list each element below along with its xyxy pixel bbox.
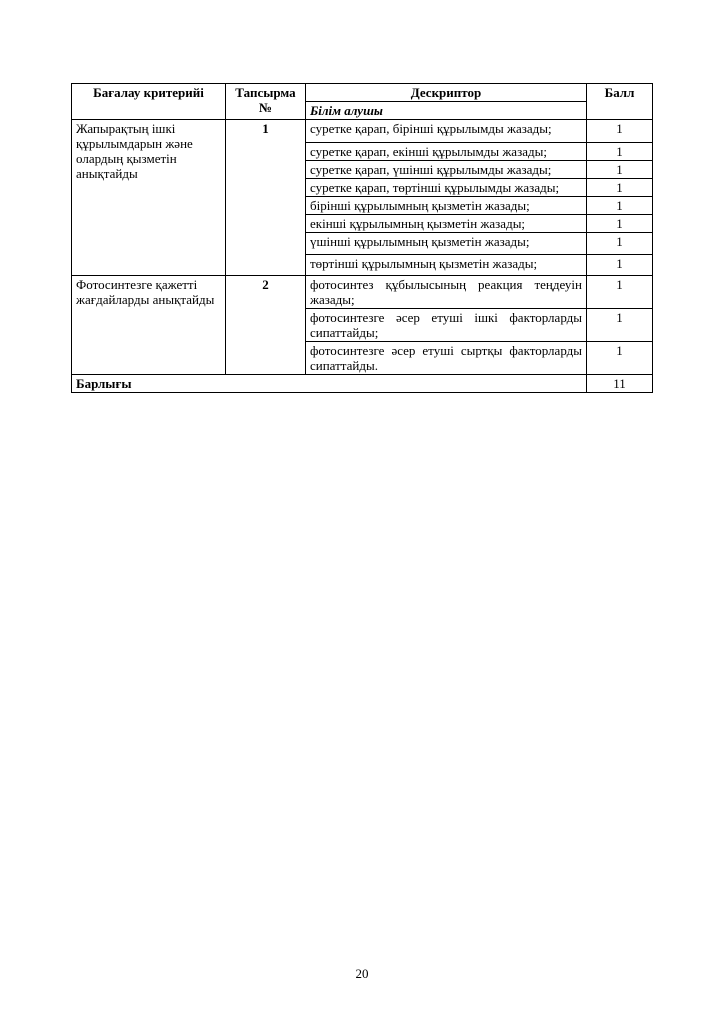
header-score: Балл	[587, 84, 653, 120]
criterion-cell: Жапырақтың ішкі құрылымдарын және олардың қызметін анықтайды	[72, 120, 226, 276]
descriptor-cell: фотосинтезге әсер етуші ішкі факторларды сипаттайды;	[306, 309, 587, 342]
score-cell: 1	[587, 161, 653, 179]
score-cell: 1	[587, 197, 653, 215]
descriptor-cell: фотосинтезге әсер етуші сыртқы факторларды сипаттайды.	[306, 342, 587, 375]
table-row	[72, 120, 653, 143]
score-cell: 1	[587, 309, 653, 342]
total-score: 11	[587, 375, 653, 393]
descriptor-cell: суретке қарап, бірінші құрылымды жазады;	[306, 120, 587, 143]
total-label: Барлығы	[72, 375, 587, 393]
descriptor-cell: фотосинтез құбылысының реакция теңдеуін жазады;	[306, 276, 587, 309]
header-descriptor: Дескриптор	[306, 84, 587, 102]
score-cell: 1	[587, 342, 653, 375]
header-task: Тапсырма №	[226, 84, 306, 120]
header-row	[72, 84, 653, 102]
table-row	[72, 276, 653, 309]
task-number: 1	[226, 120, 306, 276]
descriptor-cell: бірінші құрылымның қызметін жазады;	[306, 197, 587, 215]
header-descriptor-sub: Білім алушы	[306, 102, 587, 120]
score-cell: 1	[587, 276, 653, 309]
page-number: 20	[355, 966, 369, 981]
assessment-table	[71, 83, 653, 393]
descriptor-cell: екінші құрылымның қызметін жазады;	[306, 215, 587, 233]
descriptor-cell: суретке қарап, төртінші құрылымды жазады;	[306, 179, 587, 197]
descriptor-cell: үшінші құрылымның қызметін жазады;	[306, 233, 587, 255]
criterion-cell: Фотосинтезге қажетті жағдайларды анықтайды	[72, 276, 226, 375]
score-cell: 1	[587, 233, 653, 255]
descriptor-cell: суретке қарап, екінші құрылымды жазады;	[306, 143, 587, 161]
score-cell: 1	[587, 215, 653, 233]
descriptor-cell: төртінші құрылымның қызметін жазады;	[306, 255, 587, 276]
score-cell: 1	[587, 179, 653, 197]
score-cell: 1	[587, 143, 653, 161]
task-number: 2	[226, 276, 306, 375]
total-row	[72, 375, 653, 393]
score-cell: 1	[587, 255, 653, 276]
header-criterion: Бағалау критерийі	[72, 84, 226, 120]
descriptor-cell: суретке қарап, үшінші құрылымды жазады;	[306, 161, 587, 179]
score-cell: 1	[587, 120, 653, 143]
